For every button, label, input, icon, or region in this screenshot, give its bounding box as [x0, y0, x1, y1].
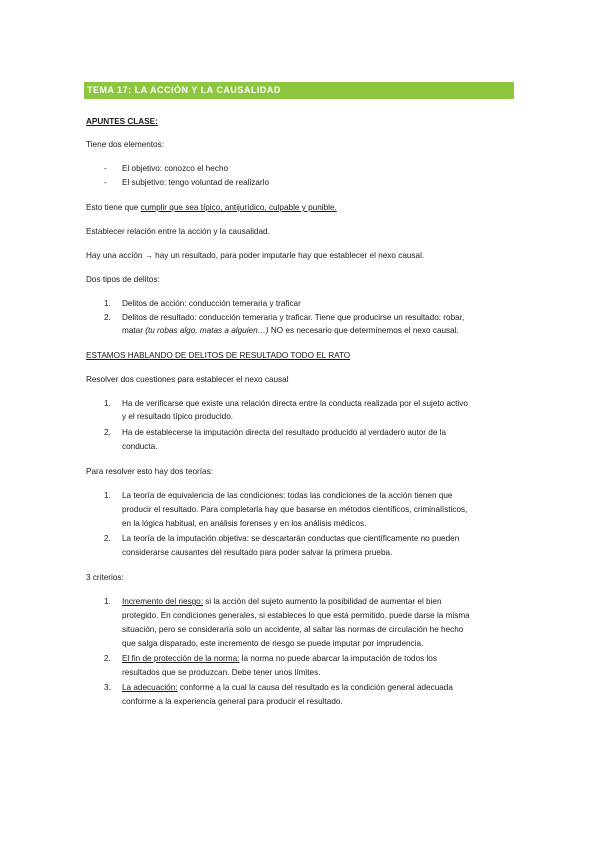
- bullet-marker: -: [104, 164, 107, 173]
- text-span: conforme a la cual la causa del resultado es la condición general adecuada: [177, 683, 453, 692]
- list-item-continuation: [122, 325, 459, 336]
- list-item-continuation: protegido. En condiciones generales, si estableces lo que está permitido, puede darse la misma: [122, 611, 470, 620]
- list-item: La teoría de equivalencia de las condiciones: todas las condiciones de la acción tienen que: [122, 491, 453, 500]
- list-item: La teoría de la imputación objetiva: se descartarán conductas que científicamente no pueden: [122, 534, 460, 543]
- list-number: 1.: [104, 491, 111, 500]
- list-item: [122, 682, 453, 693]
- list-number: 2.: [104, 654, 111, 663]
- underlined-text: Incremento del riesgo:: [122, 597, 204, 606]
- text-span: Esto tiene que: [86, 203, 141, 212]
- section-heading: APUNTES CLASE:: [86, 117, 158, 126]
- list-item: El objetivo: conozco el hecho: [122, 164, 229, 173]
- heading-2: ESTAMOS HABLANDO DE DELITOS DE RESULTADO TODO EL RATO: [86, 351, 351, 360]
- list-item: Delitos de resultado: conducción temeraria y traficar. Tiene que producirse un resultado: robar,: [122, 313, 465, 322]
- list-item: Ha de establecerse la imputación directa del resultado producido al verdadero autor de la: [122, 428, 447, 437]
- list-item: Ha de verificarse que existe una relación directa entre la conducta realizada por el sujeto activo: [122, 399, 468, 408]
- bullet-marker: -: [104, 178, 107, 187]
- list-number: 2.: [104, 534, 111, 543]
- paragraph: Establecer relación entre la acción y la causalidad.: [86, 227, 270, 236]
- list-item: Delitos de acción: conducción temeraria y traficar: [122, 299, 301, 308]
- list-item-continuation: conforme a la experiencia general para producir el resultado.: [122, 697, 343, 706]
- text-span: la norma no puede abarcar la imputación de todos los: [239, 654, 437, 663]
- text-span: matar: [122, 326, 146, 335]
- list-number: 1.: [104, 299, 111, 308]
- paragraph: [86, 202, 337, 213]
- intro-text: Tiene dos elementos:: [86, 140, 164, 149]
- list-item-continuation: situación, pero se consideraría solo un accidente, al saltar las normas de circulación he hecho: [122, 625, 464, 634]
- underlined-text: El fin de protección de la norma:: [122, 654, 240, 663]
- paragraph: Para resolver esto hay dos teorías:: [86, 467, 213, 476]
- underlined-text: cumplir que sea típico, antijurídico, culpable y punible.: [140, 203, 337, 212]
- text-span: NO es necesario que determinemos el nexo causal.: [268, 326, 459, 335]
- paragraph: Dos tipos de delitos:: [86, 275, 160, 284]
- list-item: [122, 596, 442, 607]
- list-item-continuation: considerarse causantes del resultado para poder salvar la primera prueba.: [122, 548, 393, 557]
- list-item-continuation: y el resultado típico producido.: [122, 412, 234, 421]
- underlined-text: La adecuación:: [122, 683, 178, 692]
- list-number: 2.: [104, 428, 111, 437]
- list-number: 1.: [104, 597, 111, 606]
- list-item: [122, 653, 437, 664]
- italic-text: (tu robas algo, matas a alguien…): [145, 326, 269, 335]
- paragraph: Resolver dos cuestiones para establecer el nexo causal: [86, 375, 289, 384]
- list-item: El subjetivo: tengo voluntad de realizarlo: [122, 178, 270, 187]
- list-item-continuation: en la lógica habitual, en análisis forenses y en los análisis médicos.: [122, 519, 367, 528]
- paragraph: 3 criterios:: [86, 573, 124, 582]
- list-item-continuation: producir el resultado. Para completarla hay que basarse en métodos científicos, criminalísticos,: [122, 505, 468, 514]
- list-number: 2.: [104, 313, 111, 322]
- list-item-continuation: que salga disparado, este incremento de riesgo se puede imputar por imprudencia.: [122, 639, 424, 648]
- list-item-continuation: resultados que se produzcan. Debe tener unos límites.: [122, 668, 321, 677]
- page-title: TEMA 17: LA ACCIÓN Y LA CAUSALIDAD: [84, 82, 514, 99]
- text-span: si la acción del sujeto aumento la posibilidad de aumentar el bien: [203, 597, 442, 606]
- paragraph: Hay una acción → hay un resultado, para poder imputarle hay que establecer el nexo causal.: [86, 251, 425, 260]
- list-number: 1.: [104, 399, 111, 408]
- list-number: 3.: [104, 683, 111, 692]
- list-item-continuation: conducta.: [122, 442, 158, 451]
